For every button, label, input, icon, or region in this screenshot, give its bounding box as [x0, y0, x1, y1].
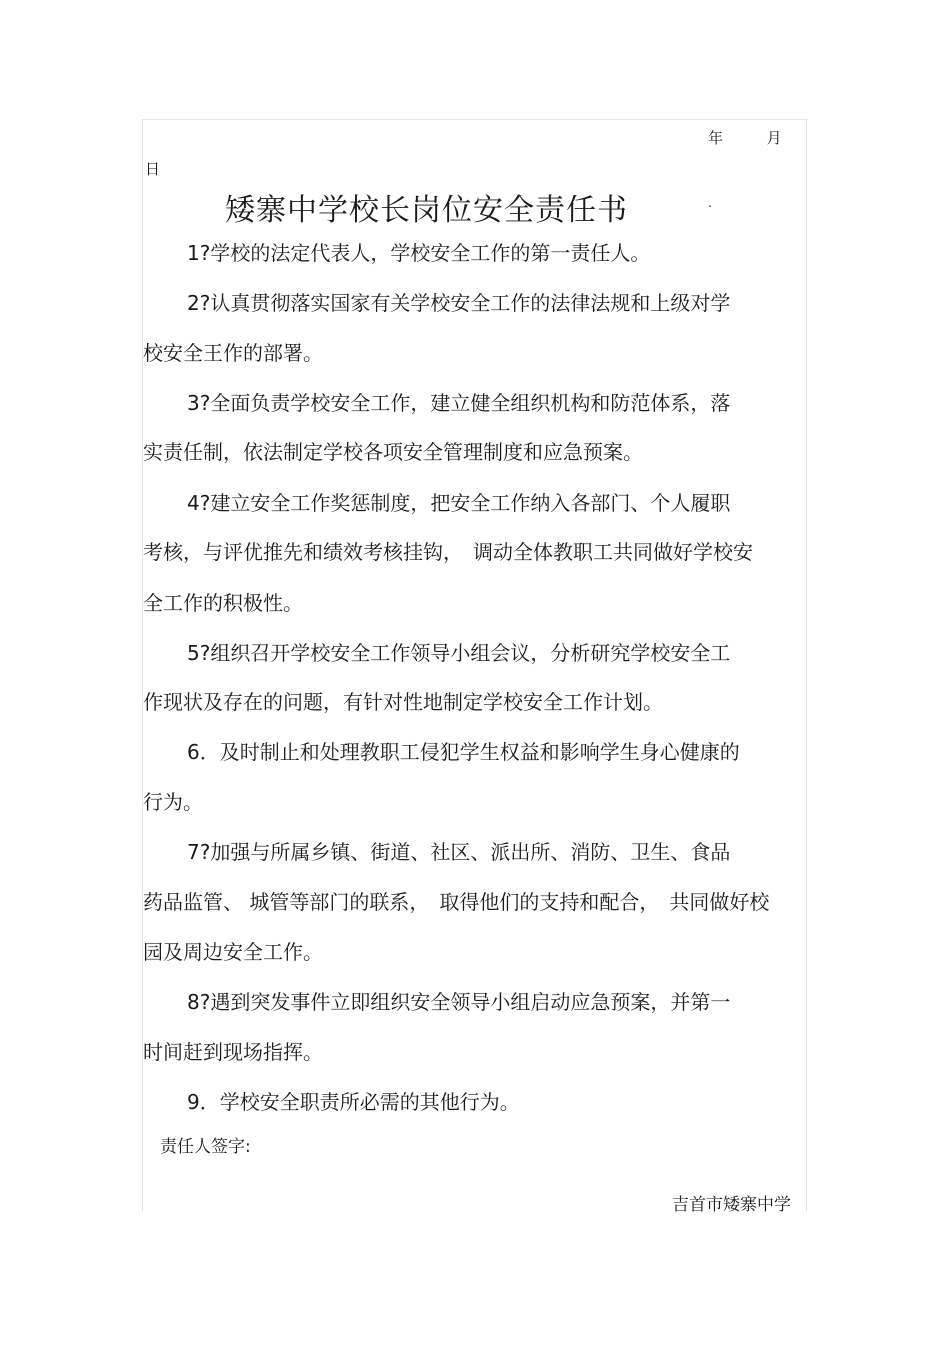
clause-5-cont: 作现状及存在的问题，有针对性地制定学校安全工作计划。 [143, 690, 663, 714]
clause-2: 2?认真贯彻落实国家有关学校安全工作的法律法规和上级对学 [187, 291, 731, 315]
clause-8-cont: 时间赶到现场指挥。 [143, 1040, 323, 1064]
date-day: 日 [145, 160, 161, 178]
signature-label: 责任人签字: [160, 1137, 251, 1157]
clause-4: 4?建立安全工作奖惩制度，把安全工作纳入各部门、个人履职 [187, 491, 731, 515]
title-dot: . [708, 196, 712, 210]
clause-6: 6．及时制止和处理教职工侵犯学生权益和影响学生身心健康的 [187, 740, 740, 764]
clause-6-cont: 行为。 [143, 790, 203, 814]
clause-7: 7?加强与所属乡镇、街道、社区、派出所、消防、卫生、食品 [187, 840, 731, 864]
clause-1: 1?学校的法定代表人，学校安全工作的第一责任人。 [187, 241, 651, 265]
date-year: 年 [708, 129, 724, 147]
clause-5: 5?组织召开学校安全工作领导小组会议，分析研究学校安全工 [187, 641, 731, 665]
date-month: 月 [766, 129, 782, 147]
clause-9: 9．学校安全职责所必需的其他行为。 [187, 1090, 520, 1114]
clause-4-cont2: 全工作的积极性。 [143, 591, 303, 615]
clause-8: 8?遇到突发事件立即组织安全领导小组启动应急预案，并第一 [187, 990, 731, 1014]
document-title: 矮寨中学校长岗位安全责任书 [225, 193, 628, 228]
clause-7-cont: 药品监管、 城管等部门的联系， 取得他们的支持和配合， 共同做好校 [143, 890, 770, 914]
page-frame-right [806, 119, 807, 1211]
clause-7-cont2: 园及周边安全工作。 [143, 940, 323, 964]
clause-3: 3?全面负责学校安全工作，建立健全组织机构和防范体系，落 [187, 391, 731, 415]
date-year-month [708, 127, 782, 148]
organization-name: 吉首市矮寨中学 [672, 1195, 791, 1215]
clause-3-cont: 实责任制，依法制定学校各项安全管理制度和应急预案。 [143, 440, 643, 464]
page-frame-top [142, 119, 808, 120]
clause-2-cont: 校安全王作的部署。 [143, 341, 323, 365]
clause-4-cont: 考核，与评优推先和绩效考核挂钩， 调动全体教职工共同做好学校安 [143, 540, 753, 564]
